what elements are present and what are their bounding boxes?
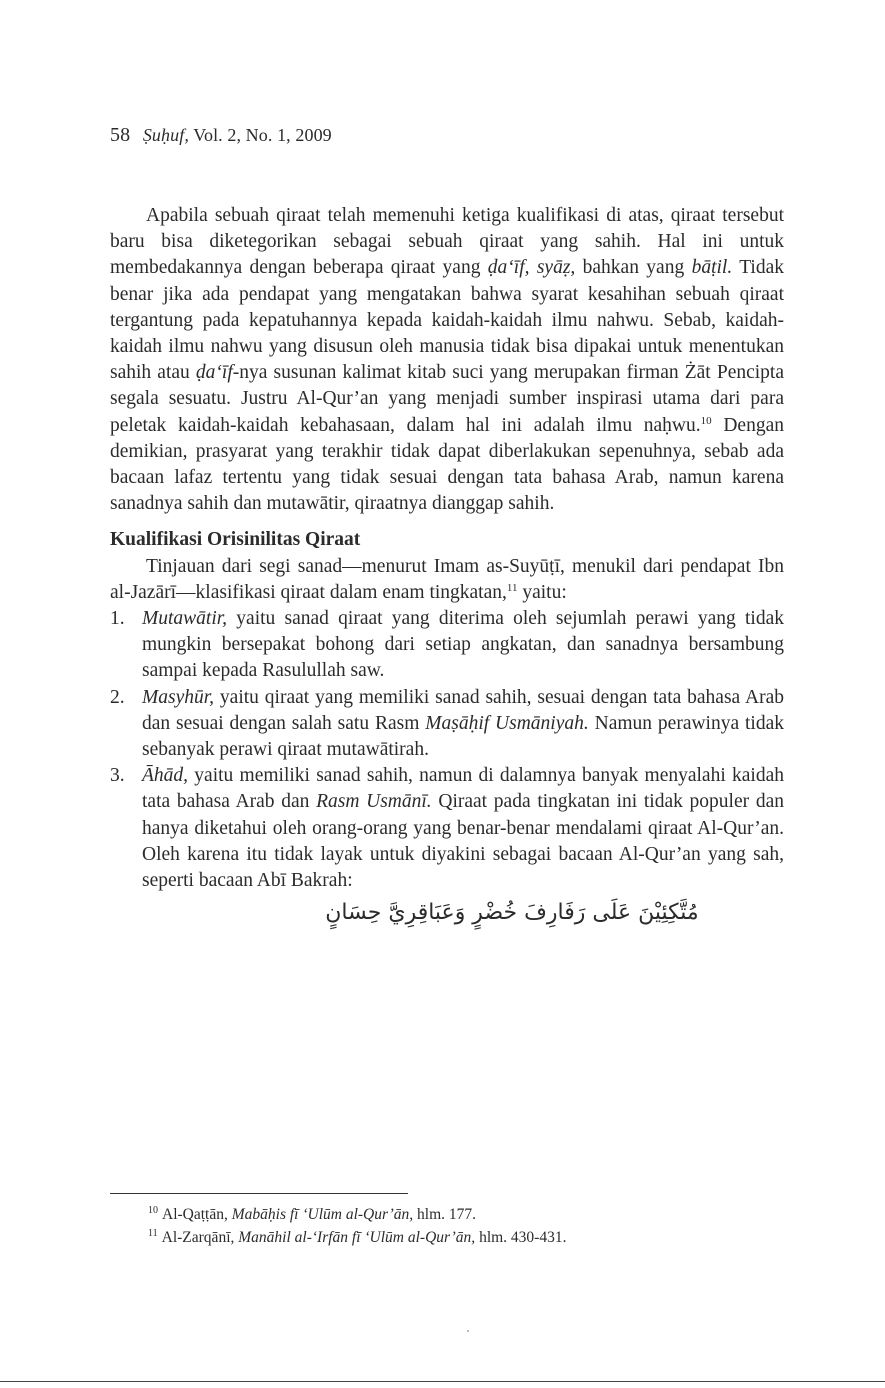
paragraph-2	[110, 554, 784, 606]
italic-term: Maṣāḥif Usmāniyah.	[425, 712, 589, 734]
text-run: yaitu:	[517, 581, 567, 603]
italic-term: Āhād,	[142, 765, 189, 787]
italic-term: ḍa‘īf, syāẓ,	[487, 257, 576, 279]
arabic-verse: مُتَّكِئِيْنَ عَلَى رَفَارِفَ خُضْرٍ وَعَبَاقِرِيَّ حِسَانٍ	[325, 900, 699, 926]
text-run: Dengan demikian, prasyarat yang terakhir tidak dapat diberlakukan sepenuhnya, sebab ada bacaan lafaz tertentu yang tidak sesuai dengan tata bahasa Arab, namun karena sanadnya sahih dan mutawātir, qiraatnya dianggap sahih.	[110, 414, 784, 515]
scan-speck	[467, 1330, 469, 1332]
footnote	[148, 1203, 788, 1226]
footnotes	[148, 1203, 788, 1249]
section-heading: Kualifikasi Orisinilitas Qiraat	[110, 529, 361, 551]
text-run: Al-Qaṭṭān,	[162, 1206, 232, 1223]
scan-edge-line	[0, 1381, 885, 1382]
footnote-divider	[110, 1193, 408, 1194]
list-number: 3.	[110, 765, 125, 787]
text-run: -nya susunan kalimat kitab suci yang merupakan firman Żāt Pencipta segala sesuatu. Justru Al-Qur’an yang menjadi sumber inspirasi utama dari para peletak kaidah-kaidah kebahasaan, dalam hal ini adalah ilmu naḥwu.	[110, 362, 784, 436]
footnote	[148, 1226, 788, 1249]
italic-term: ḍa‘īf	[195, 362, 233, 384]
list-item	[110, 685, 784, 764]
body-text	[110, 203, 784, 926]
italic-term: Manāhil al-‘Irfān fī ‘Ulūm al-Qur’ān,	[238, 1229, 476, 1246]
list-number: 1.	[110, 608, 125, 630]
text-run: Al-Zarqānī,	[161, 1229, 239, 1246]
running-head	[110, 124, 332, 147]
text-run: Tinjauan dari segi sanad—menurut Imam as-Suyūṭī, menukil dari pendapat Ibn al-Jazārī—klasifikasi qiraat dalam enam tingkatan,	[110, 555, 784, 603]
italic-term: bāṭil.	[691, 257, 733, 279]
text-run: hlm. 430-431.	[475, 1229, 567, 1246]
italic-term: Mabāḥis fī ‘Ulūm al-Qur’ān,	[231, 1206, 414, 1223]
footnote-number: 10	[148, 1205, 158, 1216]
text-run: yaitu sanad qiraat yang diterima oleh sejumlah perawi yang tidak mungkin bersepakat bohong dari setiap angkatan, dan sanadnya bersambung sampai kepada Rasulullah saw.	[142, 608, 784, 682]
italic-term: Rasm Usmānī.	[316, 791, 432, 813]
footnote-ref: 10	[700, 414, 712, 427]
text-run: Qiraat pada tingkatan ini tidak populer dan hanya diketahui oleh orang-orang yang benar-benar mendalami qiraat Al-Qur’an. Oleh karena itu tidak layak untuk diyakini sebagai bacaan Al-Qur’an yang sah, seperti bacaan Abī Bakrah:	[142, 791, 784, 892]
list-number: 2.	[110, 686, 125, 708]
text-run: bahkan yang	[575, 257, 692, 279]
page-number: 58	[110, 124, 131, 146]
footnote-number: 11	[148, 1228, 158, 1239]
qiraat-classification-list	[110, 606, 784, 894]
journal-name: Ṣuḥuf,	[142, 125, 189, 145]
text-run: Namun perawinya tidak sebanyak perawi qiraat mutawātirah.	[142, 712, 784, 761]
journal-volume: Vol. 2, No. 1, 2009	[193, 125, 332, 145]
text-run: hlm. 177.	[413, 1206, 477, 1223]
text-run: yaitu qiraat yang memiliki sanad sahih, sesuai dengan tata bahasa Arab dan sesuai dengan salah satu Rasm	[142, 686, 784, 734]
italic-term: Mutawātir,	[142, 608, 228, 630]
footnote-ref: 11	[506, 581, 518, 594]
italic-term: Masyhūr,	[142, 686, 215, 708]
list-item	[110, 763, 784, 894]
text-run: Tidak benar jika ada pendapat yang mengatakan bahwa syarat kesahihan sebuah qiraat tergantung pada kepatuhannya kepada kaidah-kaidah ilmu nahwu. Sebab, kaidah-kaidah ilmu nahwu yang disusun oleh manusia tidak bisa dipakai untuk menentukan sahih atau	[110, 257, 784, 384]
list-item	[110, 606, 784, 685]
text-run: Apabila sebuah qiraat telah memenuhi ketiga kualifikasi di atas, qiraat tersebut baru bisa diketegorikan sebagai sebuah qiraat yang sahih. Hal ini untuk membedakannya dengan beberapa qiraat yang	[110, 205, 784, 279]
text-run: yaitu memiliki sanad sahih, namun di dalamnya banyak menyalahi kaidah tata bahasa Arab dan	[142, 765, 784, 813]
paragraph-1	[110, 203, 784, 517]
